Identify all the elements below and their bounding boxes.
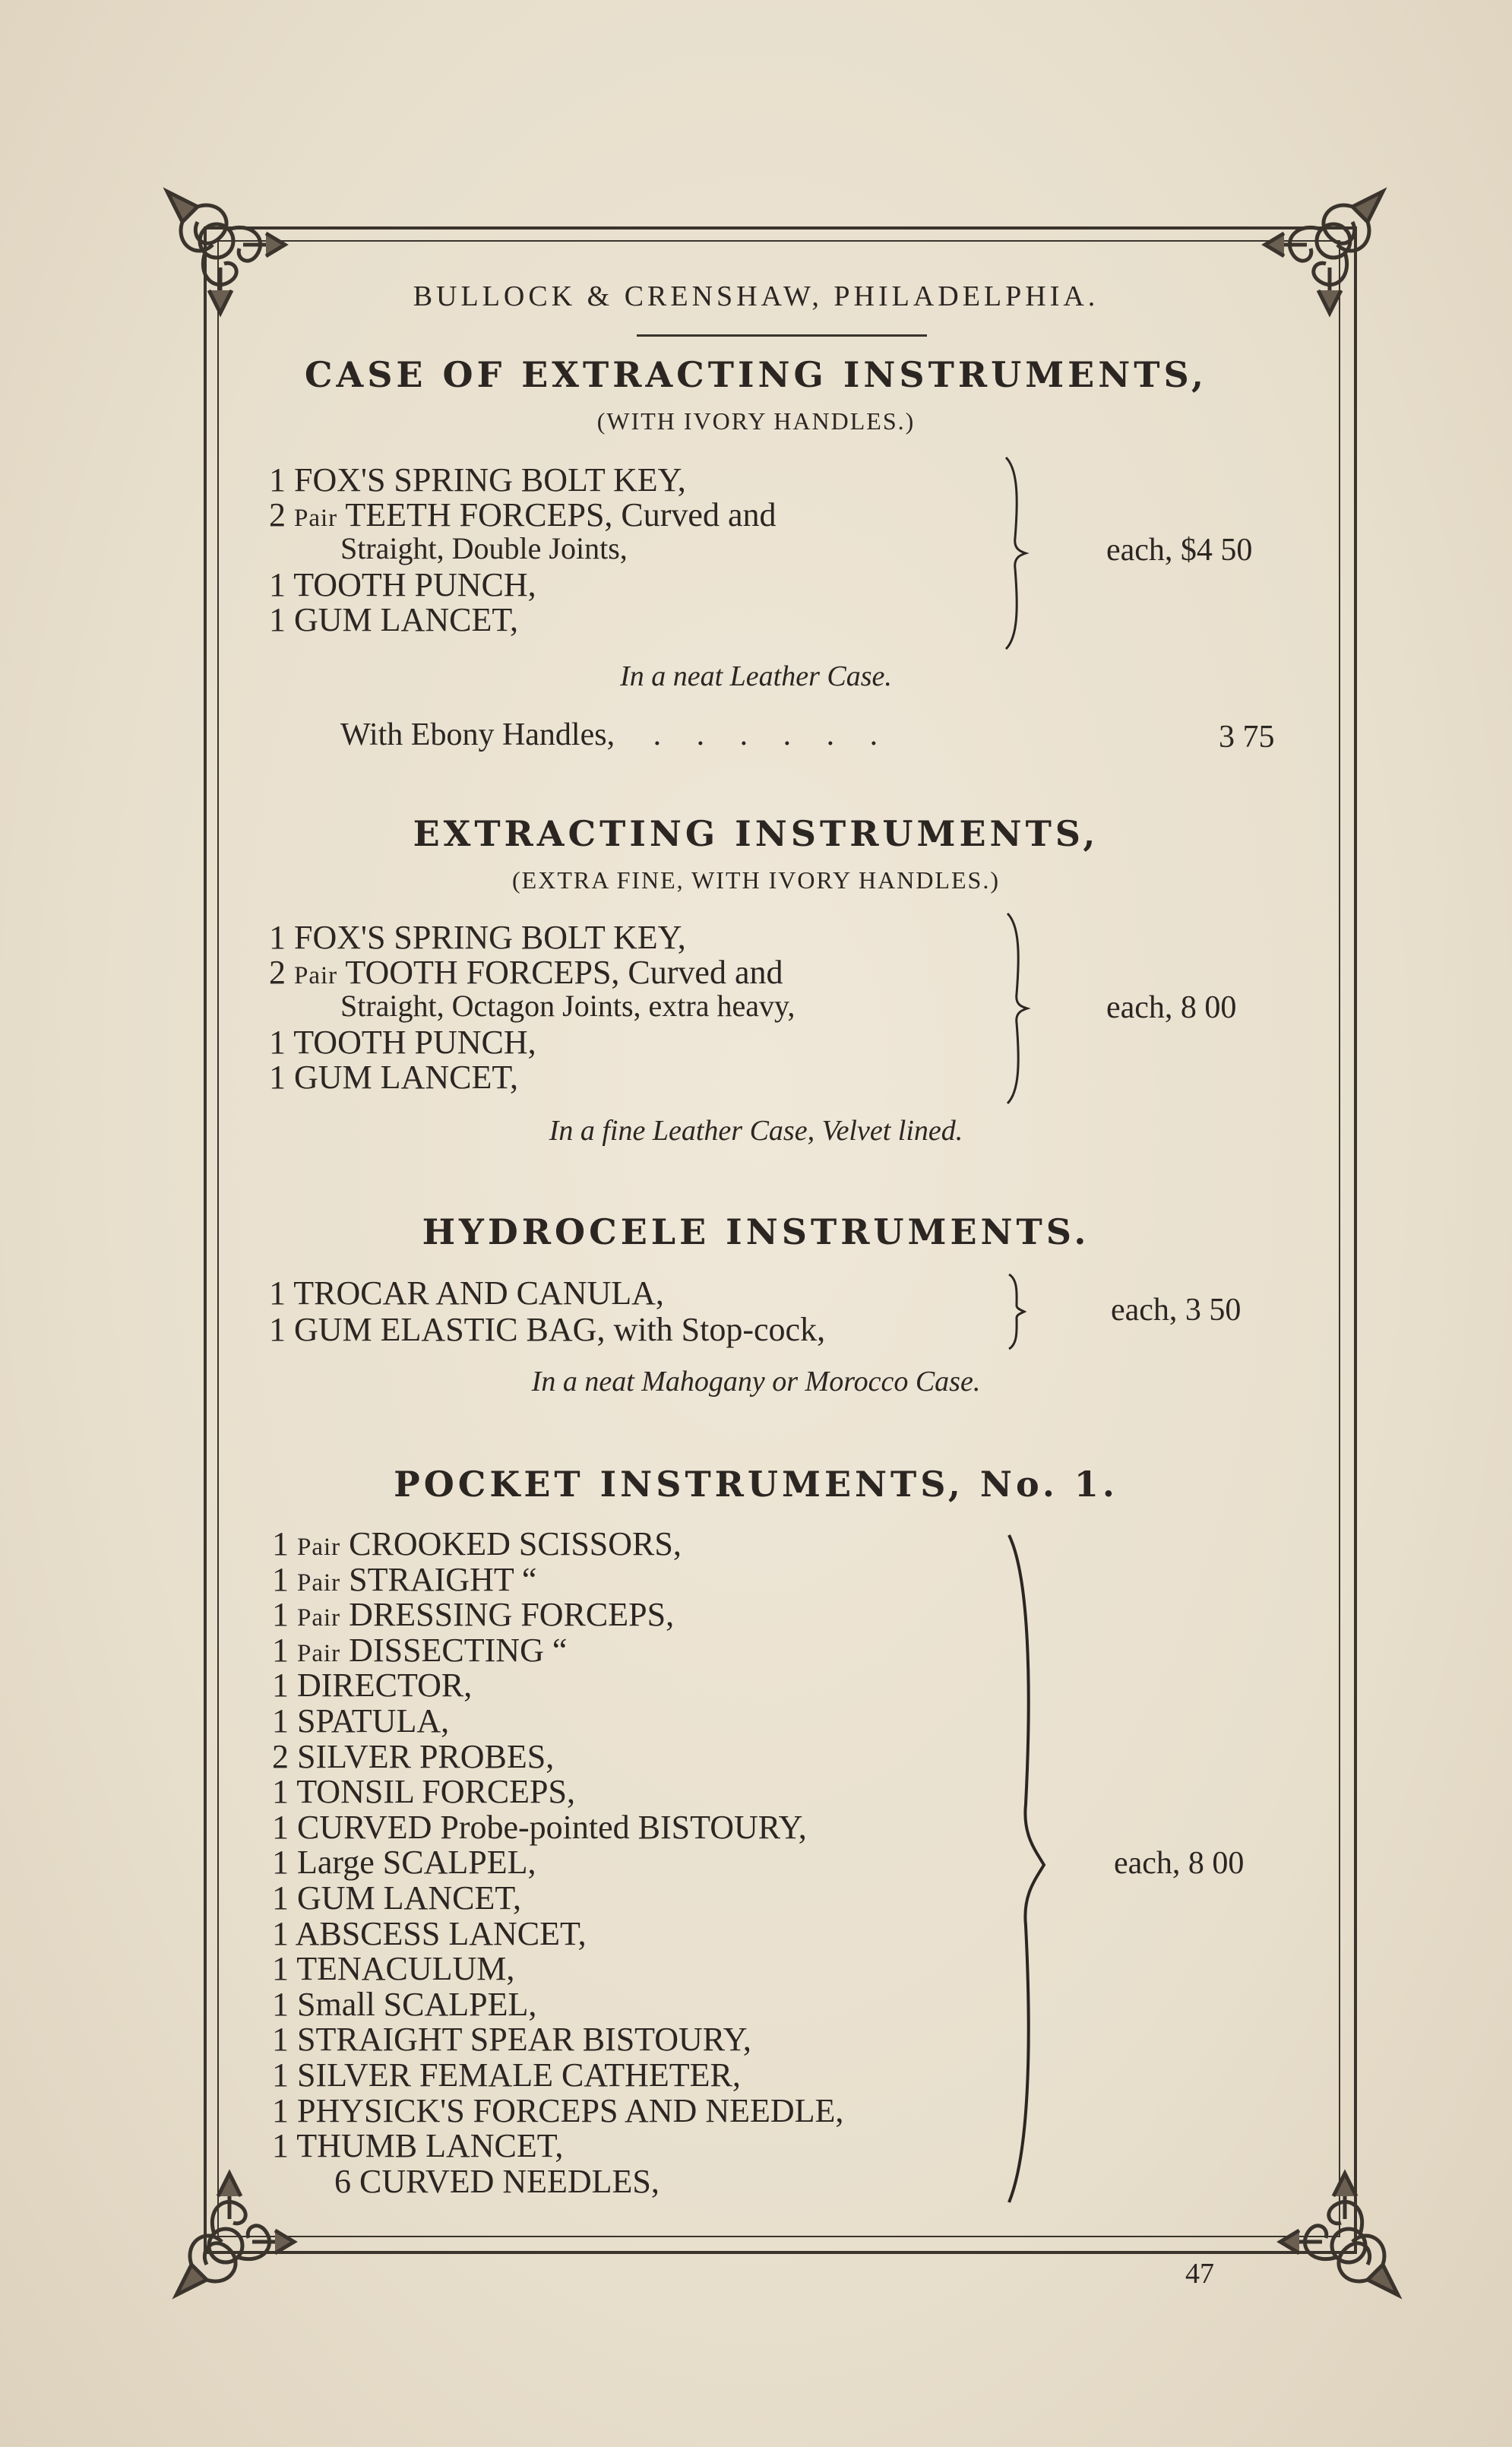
item-text: With Ebony Handles, [340,717,615,752]
item-text: SPATULA, [297,1702,450,1739]
list-item [269,1274,664,1312]
section-title: EXTRACTING INSTRUMENTS, [413,813,1099,854]
item-text: GUM LANCET, [297,1879,521,1917]
leader-dots: . . . . . . [653,717,892,752]
item-pair: Pair [297,1569,341,1597]
item-qty: 1 [272,1914,289,1952]
item-qty: 1 [272,2021,289,2059]
list-item [269,461,686,499]
brace-icon [1001,1531,1047,2207]
item-pair: Pair [294,962,338,989]
item-text: SILVER PROBES, [297,1737,555,1775]
list-item [272,2091,844,2129]
list-item [340,533,628,564]
head-rule [637,334,927,337]
item-text: STRAIGHT “ [349,1560,537,1598]
list-item [269,1026,536,1059]
item-qty: 1 [269,1024,286,1061]
item-text: DIRECTOR, [297,1667,473,1705]
item-text: SILVER FEMALE CATHETER, [297,2056,741,2094]
item-qty: 1 [272,1773,289,1811]
item-text: GUM LANCET, [294,601,518,638]
section-title: HYDROCELE INSTRUMENTS. [422,1211,1090,1252]
list-item [269,1061,518,1094]
list-item [272,1631,568,1669]
item-text: TOOTH FORCEPS, Curved and [345,954,783,991]
item-text: Large SCALPEL, [297,1844,536,1882]
item-text: TROCAR AND CANULA, [293,1274,664,1312]
item-qty: 1 [269,1059,286,1096]
item-text: Straight, Octagon Joints, extra heavy, [340,989,796,1023]
item-text: FOX'S SPRING BOLT KEY, [294,919,686,956]
case-note: In a neat Mahogany or Morocco Case. [531,1366,981,1398]
item-qty: 1 [269,566,286,603]
item-qty: 1 [272,1525,289,1562]
item-qty: 2 [272,1737,289,1775]
item-text: GUM ELASTIC BAG, with Stop-cock, [294,1311,826,1348]
item-qty: 1 [269,601,286,638]
page-number: 47 [1185,2258,1214,2290]
item-qty: 1 [269,1274,286,1312]
item-qty: 1 [272,1879,289,1917]
item-pair: Pair [297,1534,341,1561]
list-item [272,1808,807,1846]
brace-icon [1004,1272,1027,1351]
item-text: STRAIGHT SPEAR BISTOURY, [297,2021,751,2059]
item-qty: 1 [272,1702,289,1739]
item-qty: 1 [272,1844,289,1882]
list-item [269,956,783,989]
item-pair: Pair [297,1604,341,1632]
list-item [269,496,777,533]
list-item [272,1527,682,1561]
item-qty: 1 [272,2091,289,2129]
corner-ornament-icon [161,2158,313,2310]
list-item [269,568,536,602]
item-text: TOOTH PUNCH, [293,1024,536,1061]
item-text: DRESSING FORCEPS, [349,1596,675,1634]
item-qty: 1 [272,1667,289,1705]
list-item [272,1560,537,1598]
item-text: TENACULUM, [296,1950,515,1988]
list-item [340,991,795,1021]
price: 3 75 [1219,720,1275,755]
list-item [272,1952,514,1986]
item-qty: 1 [272,1950,289,1988]
list-item [272,1985,537,2023]
item-pair: Pair [294,505,338,532]
item-text: TONSIL FORCEPS, [296,1773,575,1811]
section-title: POCKET INSTRUMENTS, No. 1. [394,1464,1118,1505]
item-qty: 2 [269,496,286,533]
item-text: THUMB LANCET, [296,2127,564,2165]
item-qty: 1 [272,1985,289,2023]
list-item [340,719,891,751]
list-item [272,1598,674,1632]
item-qty: 1 [272,1631,289,1669]
item-qty: 2 [269,954,286,991]
item-qty: 1 [272,2056,289,2094]
list-item [272,2021,751,2059]
item-text: PHYSICK'S FORCEPS AND NEEDLE, [297,2091,844,2129]
price: each, 8 00 [1114,1846,1245,1881]
item-qty: 1 [269,919,286,956]
item-qty: 1 [269,461,286,499]
list-item [272,2056,741,2094]
brace-icon [1000,454,1030,652]
item-qty: 1 [272,1596,289,1634]
list-item [272,1737,555,1775]
list-item [272,1702,450,1739]
case-note: In a neat Leather Case. [620,660,892,692]
item-qty: 1 [272,2127,289,2165]
item-text: GUM LANCET, [294,1059,518,1096]
list-item [334,2162,660,2200]
list-item [272,1667,473,1705]
price: each, 8 00 [1106,990,1237,1025]
item-text: TOOTH PUNCH, [293,566,536,603]
item-text: TEETH FORCEPS, Curved and [345,496,777,533]
item-text: CURVED Probe-pointed BISTOURY, [297,1808,807,1846]
item-pair: Pair [297,1639,341,1667]
item-qty: 1 [272,1560,289,1598]
item-text: ABSCESS LANCET, [295,1914,587,1952]
item-text: CROOKED SCISSORS, [349,1525,682,1562]
list-item [272,1914,587,1952]
case-note: In a fine Leather Case, Velvet lined. [549,1115,963,1147]
list-item [269,603,518,637]
price: each, $4 50 [1106,533,1253,568]
item-qty: 1 [269,1311,286,1348]
item-text: FOX'S SPRING BOLT KEY, [294,461,686,499]
running-head: BULLOCK & CRENSHAW, PHILADELPHIA. [413,280,1099,312]
list-item [272,1844,536,1882]
item-text: Small SCALPEL, [297,1985,537,2023]
list-item [272,1775,575,1809]
price: each, 3 50 [1111,1293,1242,1328]
item-text: Straight, Double Joints, [340,531,628,565]
brace-icon [1001,910,1032,1106]
list-item [269,921,686,954]
list-item [269,1313,825,1347]
section-subtitle: (EXTRA FINE, WITH IVORY HANDLES.) [512,866,1000,894]
section-subtitle: (WITH IVORY HANDLES.) [596,407,916,435]
item-qty: 1 [272,1808,289,1846]
corner-ornament-icon [1261,2158,1413,2310]
item-text: DISSECTING “ [349,1631,568,1669]
list-item [272,1879,521,1917]
item-text: 6 CURVED NEEDLES, [334,2162,660,2200]
section-title: CASE OF EXTRACTING INSTRUMENTS, [304,354,1208,395]
list-item [272,2129,563,2163]
